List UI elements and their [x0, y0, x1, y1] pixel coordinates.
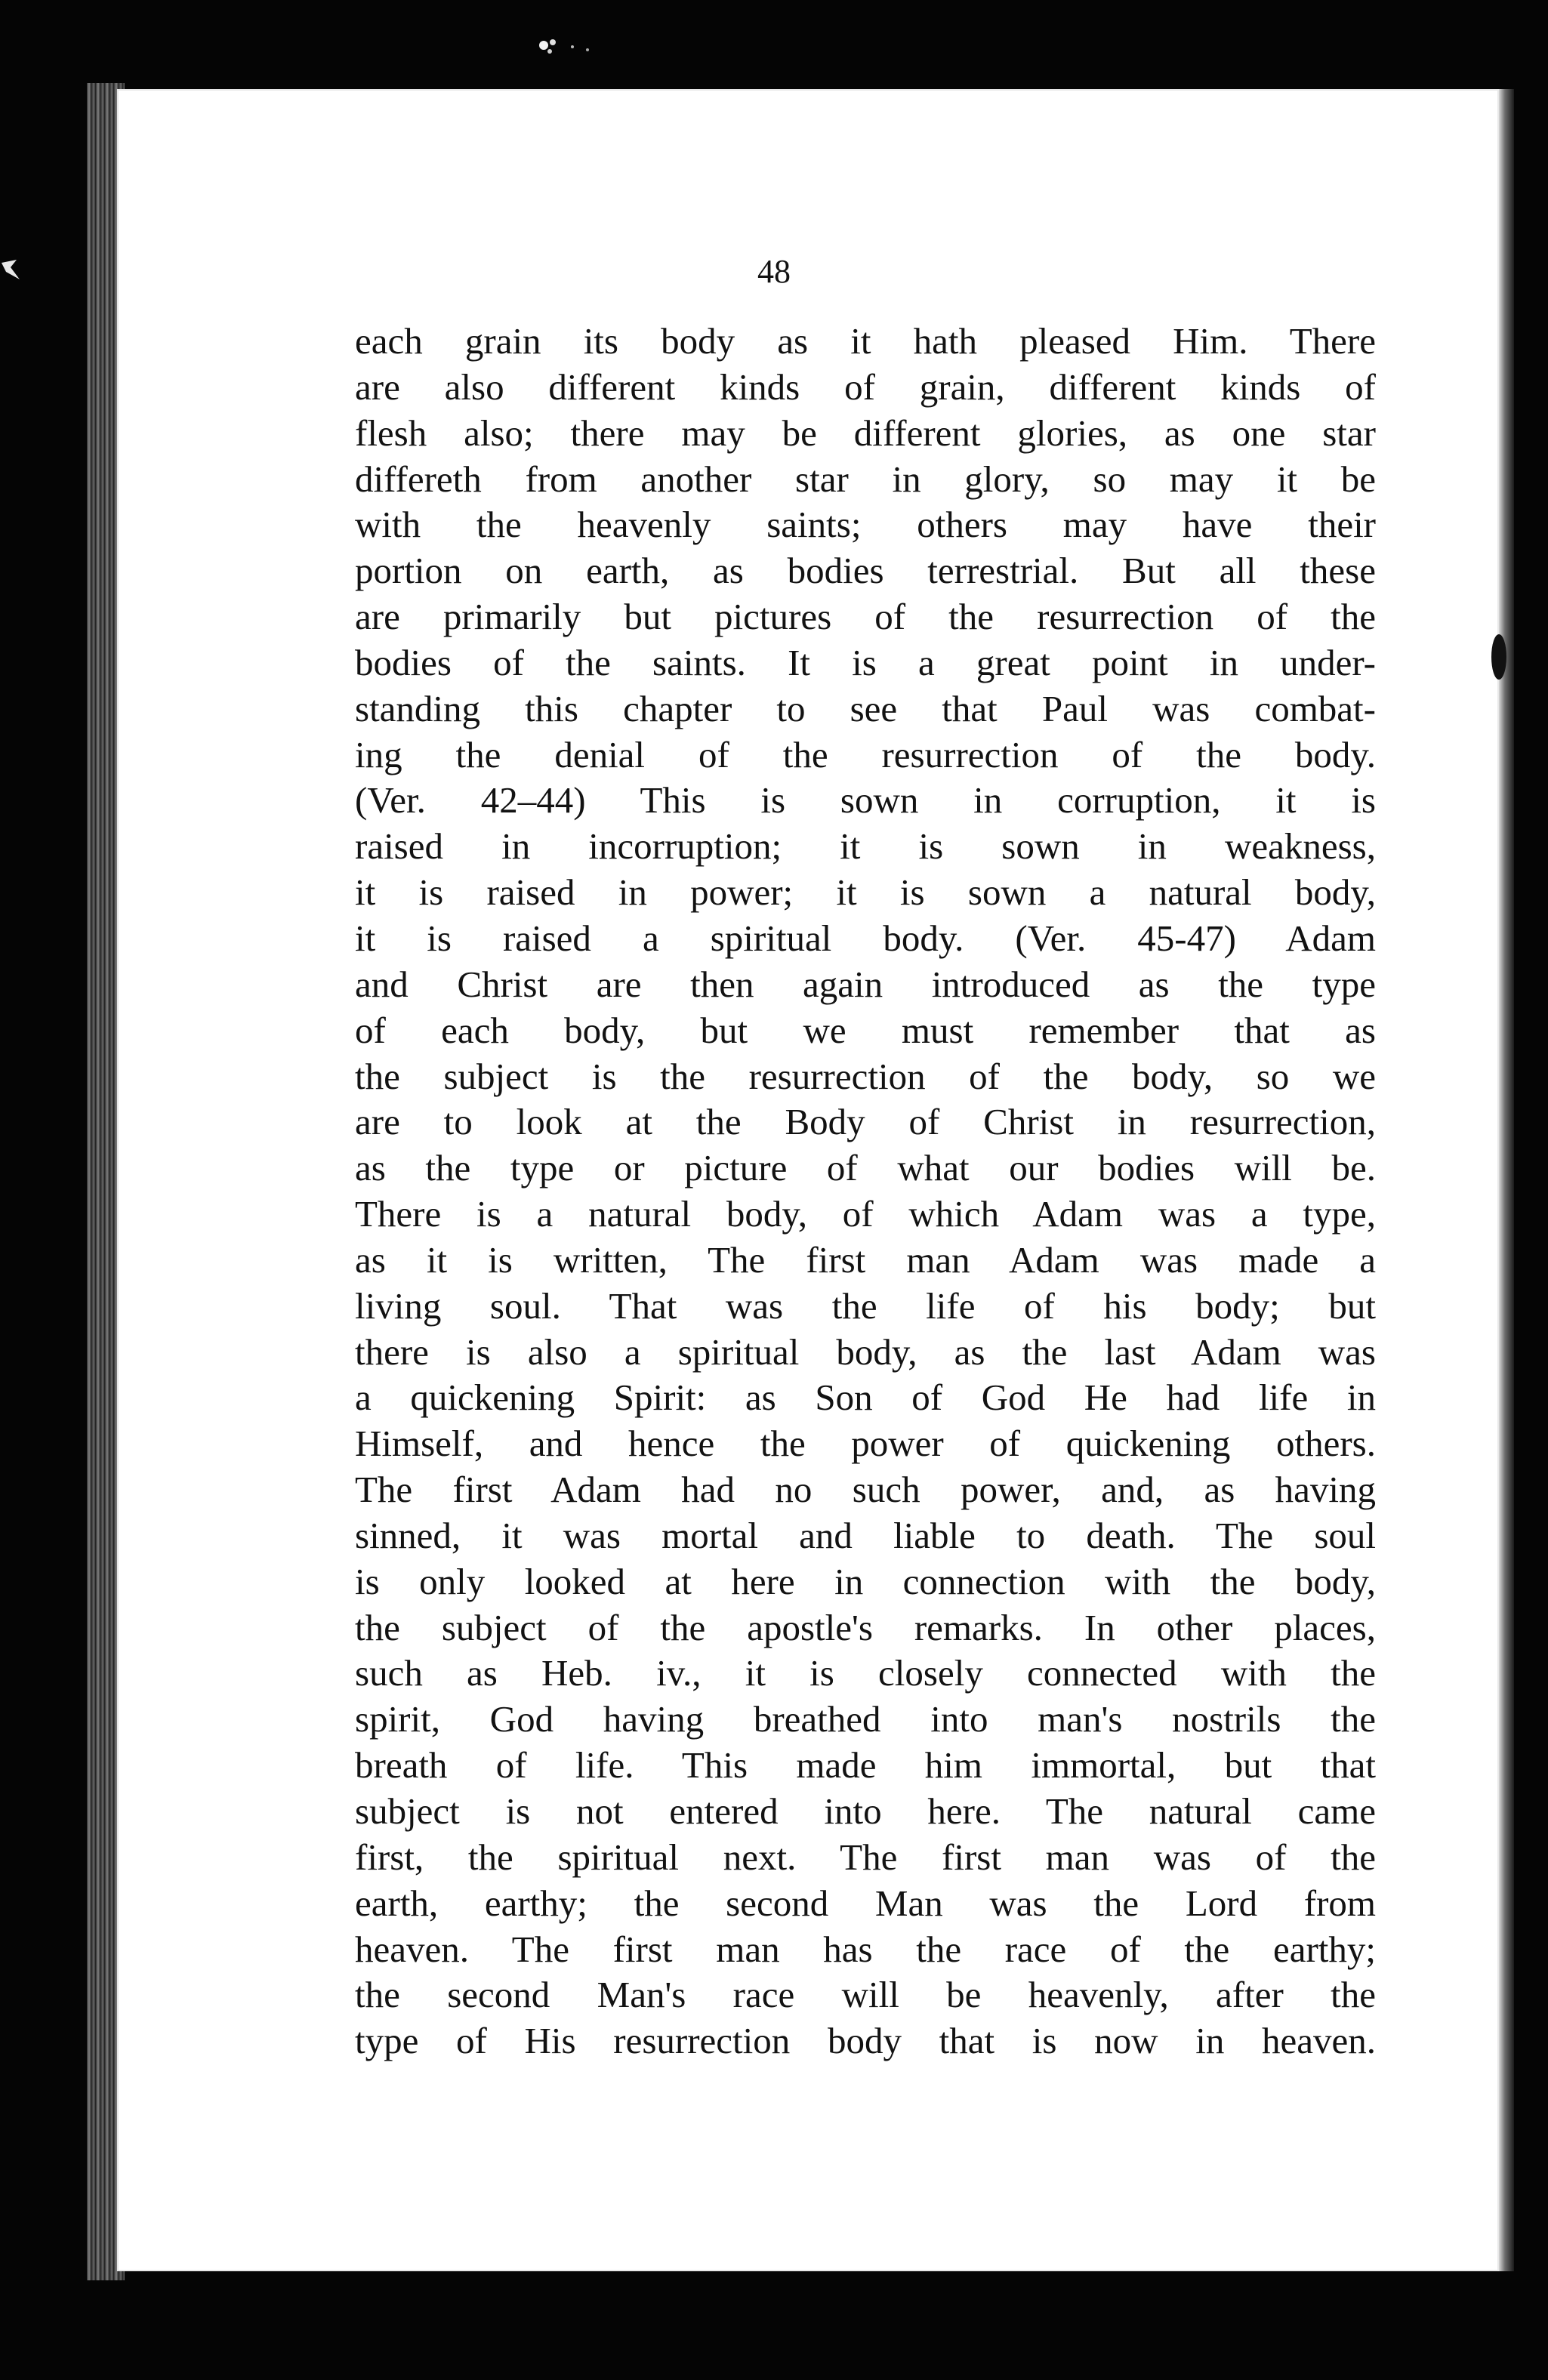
text-line: first, the spiritual next. The first man was of the	[355, 1836, 1376, 1878]
text-line: the subject is the resurrection of the body, so we	[355, 1055, 1376, 1097]
text-line: flesh also; there may be different glories, as one star	[355, 412, 1376, 454]
text-line: heaven. The first man has the race of the earthy;	[355, 1928, 1376, 1970]
text-line: ing the denial of the resurrection of the body.	[355, 733, 1376, 775]
text-line: The first Adam had no such power, and, as having	[355, 1469, 1376, 1511]
page-right-edge	[1499, 89, 1514, 2271]
text-line: raised in incorruption; it is sown in weakness,	[355, 825, 1376, 868]
text-line: of each body, but we must remember that as	[355, 1009, 1376, 1051]
text-line: bodies of the saints. It is a great point in under-	[355, 641, 1376, 683]
text-line: each grain its body as it hath pleased Him. There	[355, 320, 1376, 362]
text-line: are also different kinds of grain, different kinds of	[355, 365, 1376, 408]
text-line: as it is written, The first man Adam was made a	[355, 1238, 1376, 1281]
text-line: the subject of the apostle's remarks. In other places,	[355, 1606, 1376, 1648]
text-line: sinned, it was mortal and liable to death. The soul	[355, 1514, 1376, 1556]
text-line: it is raised a spiritual body. (Ver. 45-47) Adam	[355, 917, 1376, 959]
text-line: living soul. That was the life of his body; but	[355, 1284, 1376, 1327]
text-line: type of His resurrection body that is now in heaven.	[355, 2020, 1376, 2062]
text-line: standing this chapter to see that Paul was combat-	[355, 687, 1376, 729]
text-line: are primarily but pictures of the resurrection of the	[355, 596, 1376, 638]
text-line: as the type or picture of what our bodies will be.	[355, 1147, 1376, 1189]
text-line: (Ver. 42–44) This is sown in corruption, it is	[355, 779, 1376, 822]
text-line: are to look at the Body of Christ in resurrection,	[355, 1101, 1376, 1143]
text-line: such as Heb. iv., it is closely connected with the	[355, 1652, 1376, 1694]
text-line: the second Man's race will be heavenly, after the	[355, 1974, 1376, 2016]
text-line: with the heavenly saints; others may have their	[355, 504, 1376, 546]
text-line: it is raised in power; it is sown a natural body,	[355, 871, 1376, 914]
scan-speck-marks	[529, 30, 649, 60]
text-line: is only looked at here in connection with the body,	[355, 1560, 1376, 1602]
text-line: subject is not entered into here. The natural came	[355, 1790, 1376, 1832]
page-number: 48	[757, 253, 791, 290]
text-line: portion on earth, as bodies terrestrial. But all these	[355, 550, 1376, 592]
text-line: there is also a spiritual body, as the last Adam was	[355, 1330, 1376, 1373]
text-line: Himself, and hence the power of quickening others.	[355, 1423, 1376, 1465]
text-line: and Christ are then again introduced as the type	[355, 963, 1376, 1005]
text-line: spirit, God having breathed into man's nostrils the	[355, 1698, 1376, 1740]
text-line: breath of life. This made him immortal, but that	[355, 1744, 1376, 1787]
text-line: earth, earthy; the second Man was the Lord from	[355, 1882, 1376, 1924]
text-line: There is a natural body, of which Adam was a type,	[355, 1193, 1376, 1235]
body-text	[355, 319, 1376, 2064]
text-line: differeth from another star in glory, so may it be	[355, 458, 1376, 500]
text-line: a quickening Spirit: as Son of God He had life in	[355, 1377, 1376, 1419]
page-edge-notch	[1491, 634, 1506, 680]
